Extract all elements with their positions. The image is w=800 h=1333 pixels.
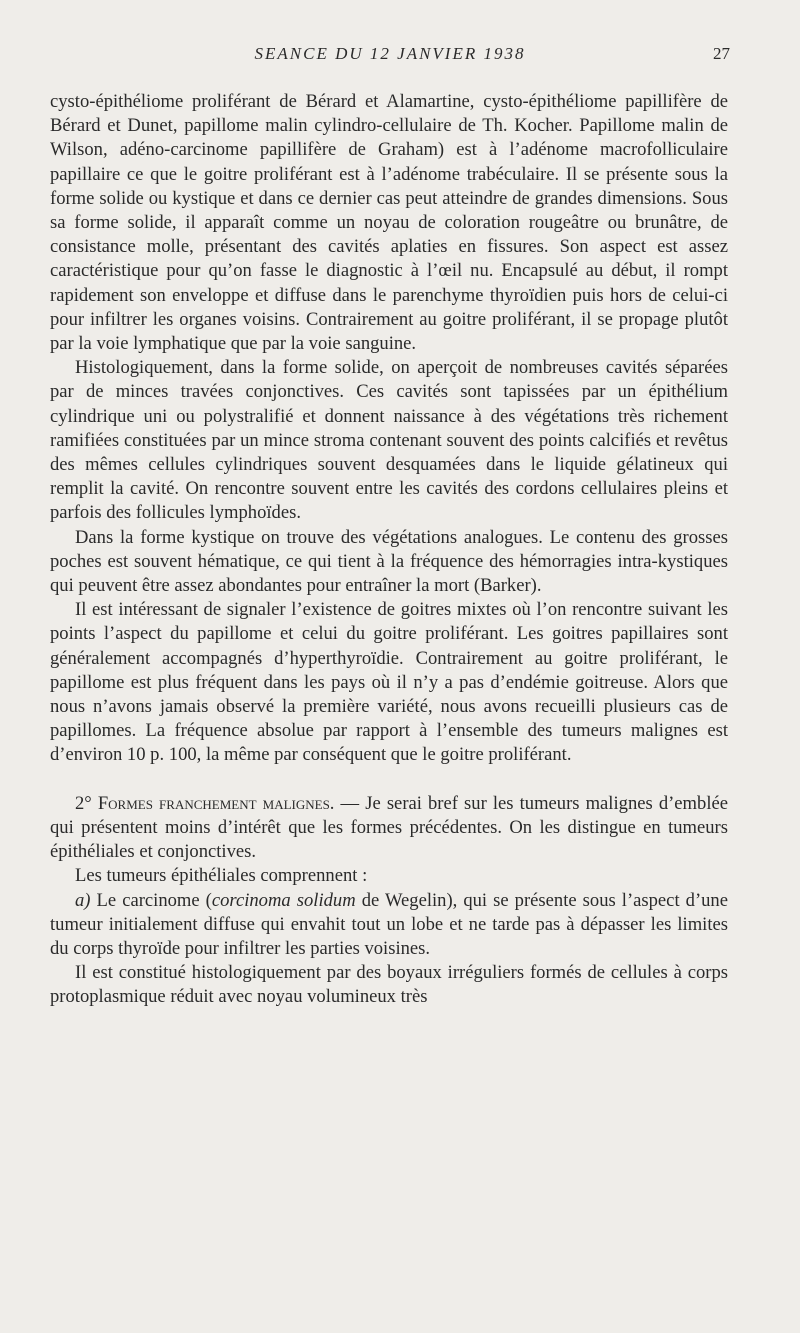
carcinoma-text-start: Le carcinome ( <box>90 889 212 911</box>
section-intro-text: — Je serai bref sur les tumeurs malignes d’emblée qui présentent moins d’intérêt que les formes précédentes. On les distingue en tumeurs épithéliales et conjonctives. <box>50 792 728 863</box>
paragraph-cystic-form: Dans la forme kystique on trouve des végétations analogues. Le contenu des grosses poches est souvent hématique, ce qui tient à la fréquence des hémorragies intra-kystiques qui peuvent être assez abondantes pour entraîner la mort (Barker). <box>50 526 728 597</box>
paragraph-histology: Histologiquement, dans la forme solide, on aperçoit de nombreuses cavités séparées par de minces travées conjonctives. Ces cavités sont tapissées par un épithélium cylindrique uni ou polystralifié et donnent naissance à des végétations très richement ramifiées constituées par un mince stroma contenant souvent des points calcifiés et revêtus des mêmes cellules cylindriques souvent desquamées dans le liquide gélatineux qui remplit la cavité. On rencontre souvent entre les cavités des cordons cellulaires pleins et parfois des follicules lymphoïdes. <box>50 357 728 524</box>
paragraph-carcinoma-histology: Il est constitué histologiquement par des boyaux irréguliers formés de cellules à corps protoplasmique réduit avec noyau volumineux très <box>50 962 728 1008</box>
latin-term: corcinoma solidum <box>211 889 356 911</box>
paragraph-mixed-goitres: Il est intéressant de signaler l’existence de goitres mixtes où l’on rencontre suivant les points l’aspect du papillome et celui du goitre proliférant. Les goitres papillaires sont généralement accompagnés d’hyperthyroïdie. Contrairement au goitre proliférant, le papillome est plus fréquent dans les pays où il n’y a pas d’endémie goitreuse. Alors que nous n’avons jamais observé la première variété, nous avons recueilli plusieurs cas de papillomes. La fréquence absolue par rapport à l’ensemble des tumeurs malignes est d’environ 10 p. 100, la même par conséquent que le goitre proliférant. <box>50 599 728 766</box>
body-text <box>50 90 728 1010</box>
paragraph-papillome-description: cysto-épithéliome proliférant de Bérard et Alamartine, cysto-épithéliome papillifère de Bérard et Dunet, papillome malin cylindro-cellulaire de Th. Kocher. Papillome malin de Wilson, adéno-carcinome papillifère de Graham) est à l’adénome macrofolliculaire papillaire ce que le goitre proliférant est à l’adénome trabéculaire. Il se présente sous la forme solide ou kystique et dans ce dernier cas peut atteindre de grandes dimensions. Sous sa forme solide, il apparaît comme un noyau de coloration rougeâtre ou brunâtre, de consistance molle, présentant des cavités aplaties en fissures. Son aspect est assez caractéristique pour qu’on fasse le diagnostic à l’œil nu. Encapsulé au début, il rompt rapidement son enveloppe et diffuse dans le parenchyme thyroïdien puis hors de celui-ci pour infiltrer les organes voisins. Contrairement au goitre proliférant, il se propage plutôt par la voie lymphatique que par la voie sanguine. <box>50 91 728 355</box>
page-header <box>50 44 730 74</box>
carcinoma-text-end: de Wegelin), qui se présente sous l’aspect d’une tumeur initialement diffuse qui envahit tout un lobe et ne tarde pas à dépasser les limites du corps thyroïde pour infiltrer les parties voisines. <box>50 889 728 959</box>
running-title: SEANCE DU 12 JANVIER 1938 <box>254 44 526 63</box>
section-number: 2° <box>75 792 92 814</box>
paragraph-carcinoma <box>50 889 728 962</box>
list-label: a) <box>75 889 91 911</box>
paragraph-epithelial-tumours: Les tumeurs épithéliales comprennent : <box>75 865 368 887</box>
section-malignant-forms <box>50 792 728 865</box>
page-number: 27 <box>713 44 730 63</box>
section-heading: Formes franchement malignes. <box>97 792 335 814</box>
